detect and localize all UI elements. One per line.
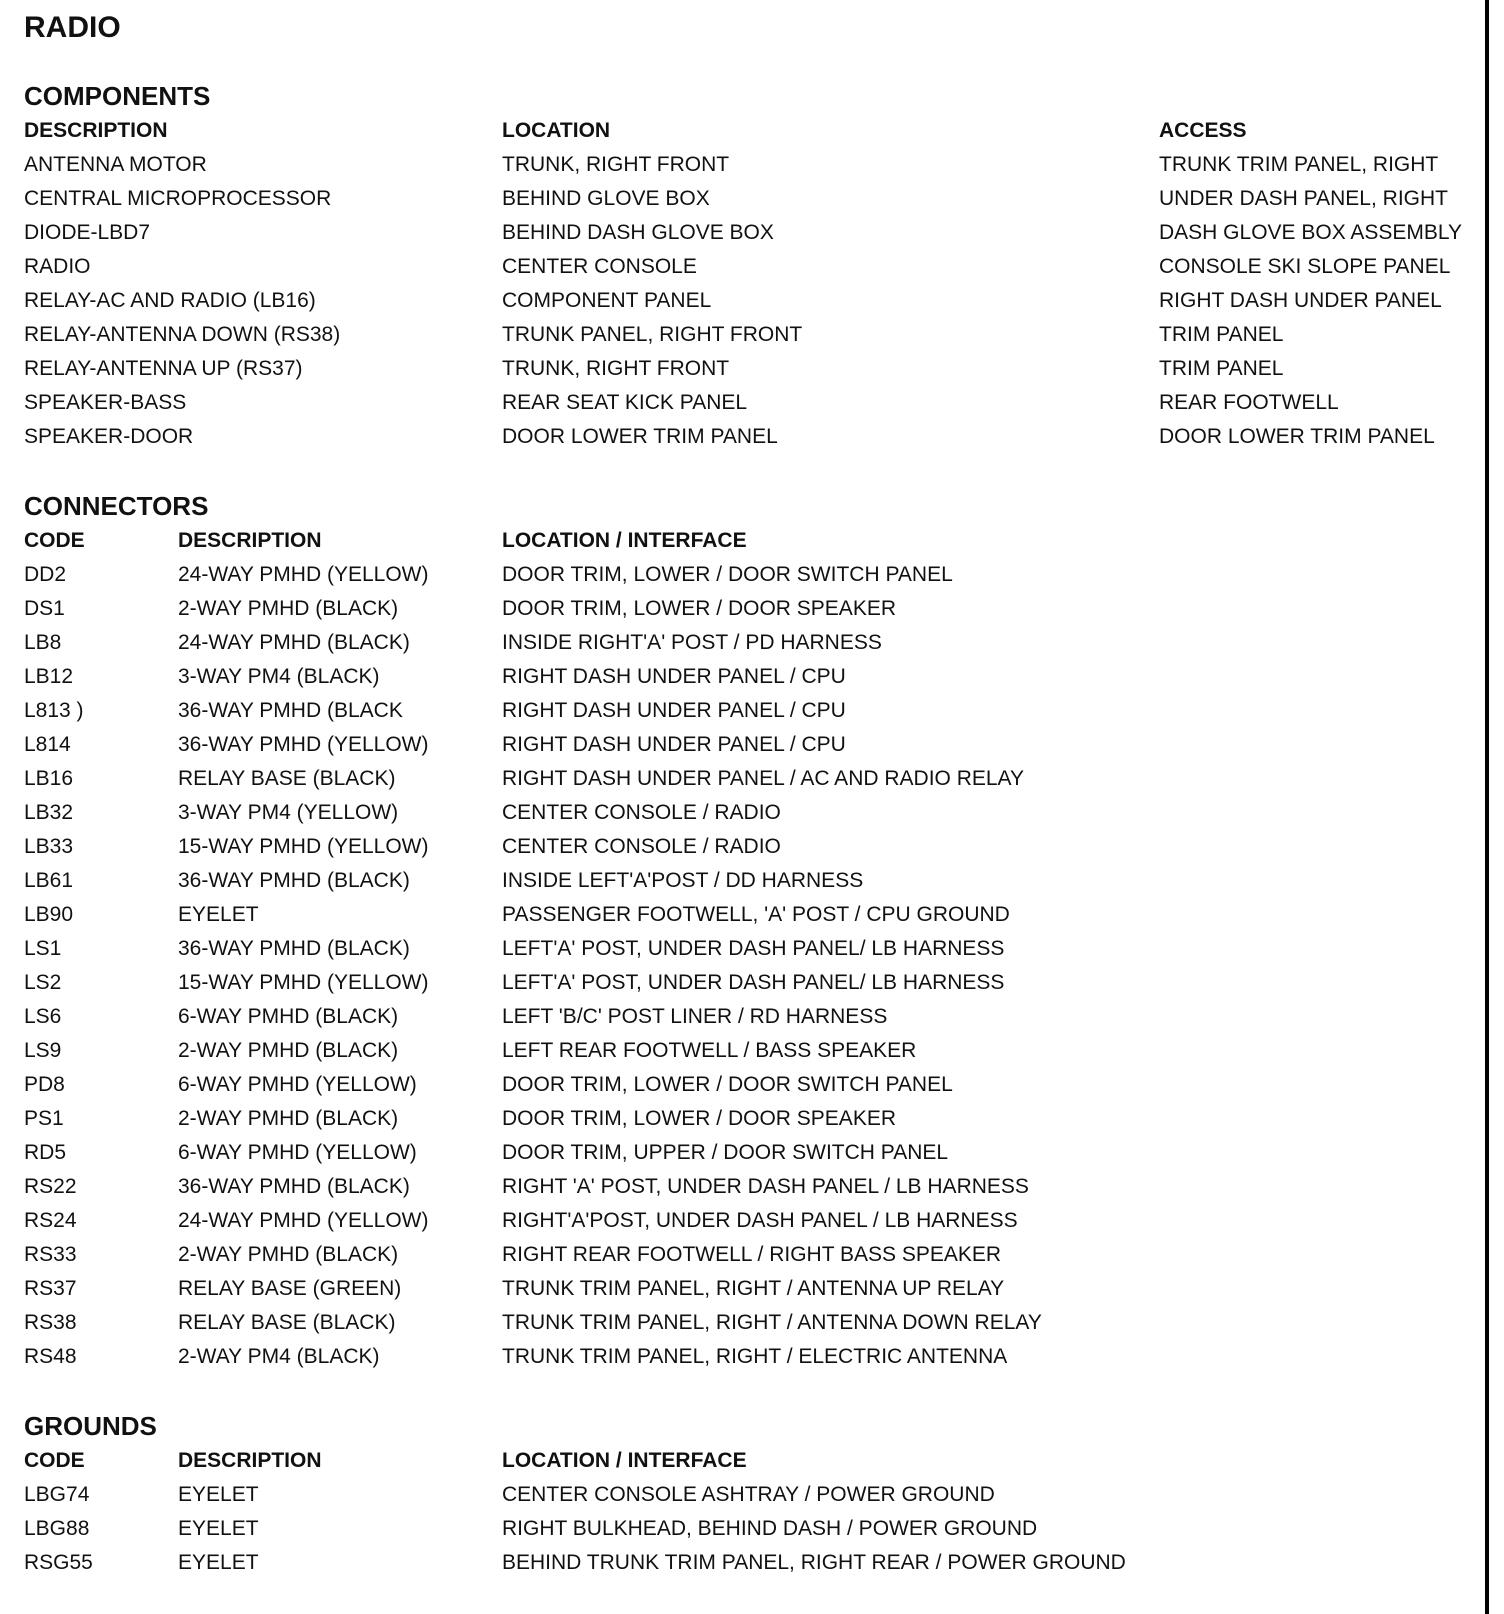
cell-description: RELAY-ANTENNA DOWN (RS38) [24,323,341,346]
cell-location: DOOR TRIM, UPPER / DOOR SWITCH PANEL [502,1141,949,1164]
cell-location: CENTER CONSOLE / RADIO [502,835,781,858]
cell-code: LB61 [24,869,74,892]
connectors-table-body [24,558,1474,1374]
cell-location: TRUNK, RIGHT FRONT [502,153,730,176]
table-row [24,1102,1474,1136]
cell-location: RIGHT REAR FOOTWELL / RIGHT BASS SPEAKER [502,1243,1002,1266]
header-code: CODE [24,1449,85,1472]
cell-location: TRUNK TRIM PANEL, RIGHT / ANTENNA UP RELAY [502,1277,1005,1300]
table-row [24,148,1474,182]
cell-location: BEHIND TRUNK TRIM PANEL, RIGHT REAR / POWER GROUND [502,1551,1126,1574]
cell-code: LS6 [24,1005,62,1028]
cell-access: DOOR LOWER TRIM PANEL [1159,425,1435,448]
grounds-header-row [24,1444,1474,1478]
table-row [24,352,1474,386]
cell-access: DASH GLOVE BOX ASSEMBLY [1159,221,1463,244]
document [24,6,1474,1580]
cell-location: DOOR TRIM, LOWER / DOOR SPEAKER [502,597,896,620]
table-row [24,898,1474,932]
cell-code: LB16 [24,767,74,790]
table-row [24,284,1474,318]
cell-location: TRUNK PANEL, RIGHT FRONT [502,323,803,346]
cell-description: SPEAKER-BASS [24,391,187,414]
table-row [24,626,1474,660]
cell-code: L814 [24,733,71,756]
cell-description: 2-WAY PMHD (BLACK) [178,1039,399,1062]
cell-description: RELAY BASE (BLACK) [178,767,396,790]
cell-location: INSIDE RIGHT'A' POST / PD HARNESS [502,631,882,654]
components-header-row [24,114,1474,148]
connectors-section [24,488,1474,1374]
cell-location: PASSENGER FOOTWELL, 'A' POST / CPU GROUND [502,903,1010,926]
section-spacer [24,1374,1474,1408]
table-row [24,1204,1474,1238]
cell-location: DOOR TRIM, LOWER / DOOR SWITCH PANEL [502,563,953,586]
header-description: DESCRIPTION [178,529,322,552]
cell-code: LB32 [24,801,74,824]
cell-description: 6-WAY PMHD (YELLOW) [178,1073,417,1096]
cell-code: DD2 [24,563,67,586]
table-row [24,592,1474,626]
cell-description: DIODE-LBD7 [24,221,151,244]
cell-description: 2-WAY PMHD (BLACK) [178,1243,399,1266]
cell-description: RELAY BASE (BLACK) [178,1311,396,1334]
cell-code: RS22 [24,1175,77,1198]
cell-code: RS48 [24,1345,77,1368]
cell-location: REAR SEAT KICK PANEL [502,391,748,414]
table-row [24,250,1474,284]
table-row [24,1068,1474,1102]
cell-location: RIGHT DASH UNDER PANEL / CPU [502,665,846,688]
header-description: DESCRIPTION [24,119,168,142]
cell-code: PS1 [24,1107,64,1130]
cell-location: LEFT'A' POST, UNDER DASH PANEL/ LB HARNESS [502,937,1005,960]
cell-code: LB12 [24,665,74,688]
cell-description: RELAY-ANTENNA UP (RS37) [24,357,303,380]
header-location-interface: LOCATION / INTERFACE [502,529,747,552]
table-row [24,1546,1474,1580]
cell-code: LS9 [24,1039,62,1062]
table-row [24,796,1474,830]
header-code: CODE [24,529,85,552]
cell-access: UNDER DASH PANEL, RIGHT [1159,187,1448,210]
header-location: LOCATION [502,119,611,142]
table-row [24,966,1474,1000]
table-row [24,1512,1474,1546]
cell-location: LEFT REAR FOOTWELL / BASS SPEAKER [502,1039,917,1062]
cell-code: LS1 [24,937,62,960]
cell-description: 2-WAY PMHD (BLACK) [178,1107,399,1130]
cell-description: 6-WAY PMHD (YELLOW) [178,1141,417,1164]
cell-code: LS2 [24,971,62,994]
cell-location: BEHIND GLOVE BOX [502,187,710,210]
cell-description: 2-WAY PM4 (BLACK) [178,1345,380,1368]
cell-code: RS38 [24,1311,77,1334]
cell-code: DS1 [24,597,65,620]
cell-description: EYELET [178,1551,259,1574]
table-row [24,1000,1474,1034]
cell-access: TRIM PANEL [1159,323,1284,346]
cell-location: LEFT'A' POST, UNDER DASH PANEL/ LB HARNESS [502,971,1005,994]
cell-description: EYELET [178,903,259,926]
table-row [24,660,1474,694]
cell-location: RIGHT DASH UNDER PANEL / CPU [502,733,846,756]
page-title: RADIO [24,11,121,44]
grounds-heading: GROUNDS [24,1411,157,1441]
table-row [24,1340,1474,1374]
cell-description: SPEAKER-DOOR [24,425,194,448]
cell-location: RIGHT BULKHEAD, BEHIND DASH / POWER GROUND [502,1517,1038,1540]
cell-description: 3-WAY PM4 (YELLOW) [178,801,399,824]
cell-location: DOOR TRIM, LOWER / DOOR SPEAKER [502,1107,896,1130]
header-access: ACCESS [1159,119,1247,142]
cell-description: 2-WAY PMHD (BLACK) [178,597,399,620]
table-row [24,1136,1474,1170]
table-row [24,1306,1474,1340]
cell-access: RIGHT DASH UNDER PANEL [1159,289,1442,312]
cell-location: TRUNK, RIGHT FRONT [502,357,730,380]
table-row [24,182,1474,216]
cell-description: 24-WAY PMHD (YELLOW) [178,1209,429,1232]
table-row [24,558,1474,592]
cell-access: CONSOLE SKI SLOPE PANEL [1159,255,1451,278]
table-row [24,762,1474,796]
cell-description: 3-WAY PM4 (BLACK) [178,665,380,688]
section-spacer [24,454,1474,488]
cell-location: TRUNK TRIM PANEL, RIGHT / ANTENNA DOWN RELAY [502,1311,1042,1334]
cell-code: PD8 [24,1073,65,1096]
cell-location: RIGHT DASH UNDER PANEL / AC AND RADIO RELAY [502,767,1025,790]
cell-location: DOOR TRIM, LOWER / DOOR SWITCH PANEL [502,1073,953,1096]
cell-location: DOOR LOWER TRIM PANEL [502,425,778,448]
cell-code: L813 ) [24,699,84,722]
cell-description: RADIO [24,255,91,278]
grounds-section [24,1408,1474,1580]
cell-description: 24-WAY PMHD (YELLOW) [178,563,429,586]
cell-location: CENTER CONSOLE / RADIO [502,801,781,824]
cell-description: 36-WAY PMHD (BLACK) [178,1175,410,1198]
header-description: DESCRIPTION [178,1449,322,1472]
table-row [24,694,1474,728]
table-row [24,932,1474,966]
cell-code: RSG55 [24,1551,93,1574]
table-row [24,1238,1474,1272]
cell-description: CENTRAL MICROPROCESSOR [24,187,332,210]
table-row [24,216,1474,250]
cell-access: TRIM PANEL [1159,357,1284,380]
cell-location: RIGHT'A'POST, UNDER DASH PANEL / LB HARNESS [502,1209,1018,1232]
cell-location: RIGHT 'A' POST, UNDER DASH PANEL / LB HARNESS [502,1175,1029,1198]
table-row [24,1170,1474,1204]
cell-code: RS33 [24,1243,77,1266]
components-section [24,78,1474,454]
cell-code: RD5 [24,1141,67,1164]
cell-code: RS24 [24,1209,77,1232]
cell-description: EYELET [178,1483,259,1506]
cell-description: 15-WAY PMHD (YELLOW) [178,971,429,994]
cell-description: 36-WAY PMHD (BLACK) [178,937,410,960]
cell-description: ANTENNA MOTOR [24,153,207,176]
cell-code: LBG74 [24,1483,90,1506]
page-border-line [1485,0,1489,1614]
table-row [24,318,1474,352]
table-row [24,420,1474,454]
table-row [24,386,1474,420]
cell-location: CENTER CONSOLE ASHTRAY / POWER GROUND [502,1483,995,1506]
cell-location: BEHIND DASH GLOVE BOX [502,221,774,244]
cell-description: 36-WAY PMHD (BLACK) [178,869,410,892]
cell-location: CENTER CONSOLE [502,255,697,278]
cell-description: 24-WAY PMHD (BLACK) [178,631,410,654]
header-location-interface: LOCATION / INTERFACE [502,1449,747,1472]
cell-location: RIGHT DASH UNDER PANEL / CPU [502,699,846,722]
cell-code: LB90 [24,903,74,926]
components-table-body [24,148,1474,454]
cell-description: RELAY-AC AND RADIO (LB16) [24,289,316,312]
table-row [24,1272,1474,1306]
table-row [24,864,1474,898]
cell-description: 36-WAY PMHD (YELLOW) [178,733,429,756]
components-heading: COMPONENTS [24,81,211,111]
cell-location: COMPONENT PANEL [502,289,712,312]
connectors-heading: CONNECTORS [24,491,209,521]
cell-description: 15-WAY PMHD (YELLOW) [178,835,429,858]
cell-description: 36-WAY PMHD (BLACK [178,699,403,722]
cell-location: INSIDE LEFT'A'POST / DD HARNESS [502,869,864,892]
cell-code: RS37 [24,1277,77,1300]
grounds-table-body [24,1478,1474,1580]
cell-description: 6-WAY PMHD (BLACK) [178,1005,399,1028]
cell-access: TRUNK TRIM PANEL, RIGHT [1159,153,1439,176]
cell-code: LBG88 [24,1517,90,1540]
cell-location: TRUNK TRIM PANEL, RIGHT / ELECTRIC ANTENNA [502,1345,1008,1368]
table-row [24,1034,1474,1068]
table-row [24,830,1474,864]
cell-location: LEFT 'B/C' POST LINER / RD HARNESS [502,1005,888,1028]
table-row [24,1478,1474,1512]
cell-code: LB33 [24,835,74,858]
cell-code: LB8 [24,631,62,654]
cell-description: RELAY BASE (GREEN) [178,1277,402,1300]
cell-access: REAR FOOTWELL [1159,391,1339,414]
table-row [24,728,1474,762]
connectors-header-row [24,524,1474,558]
cell-description: EYELET [178,1517,259,1540]
